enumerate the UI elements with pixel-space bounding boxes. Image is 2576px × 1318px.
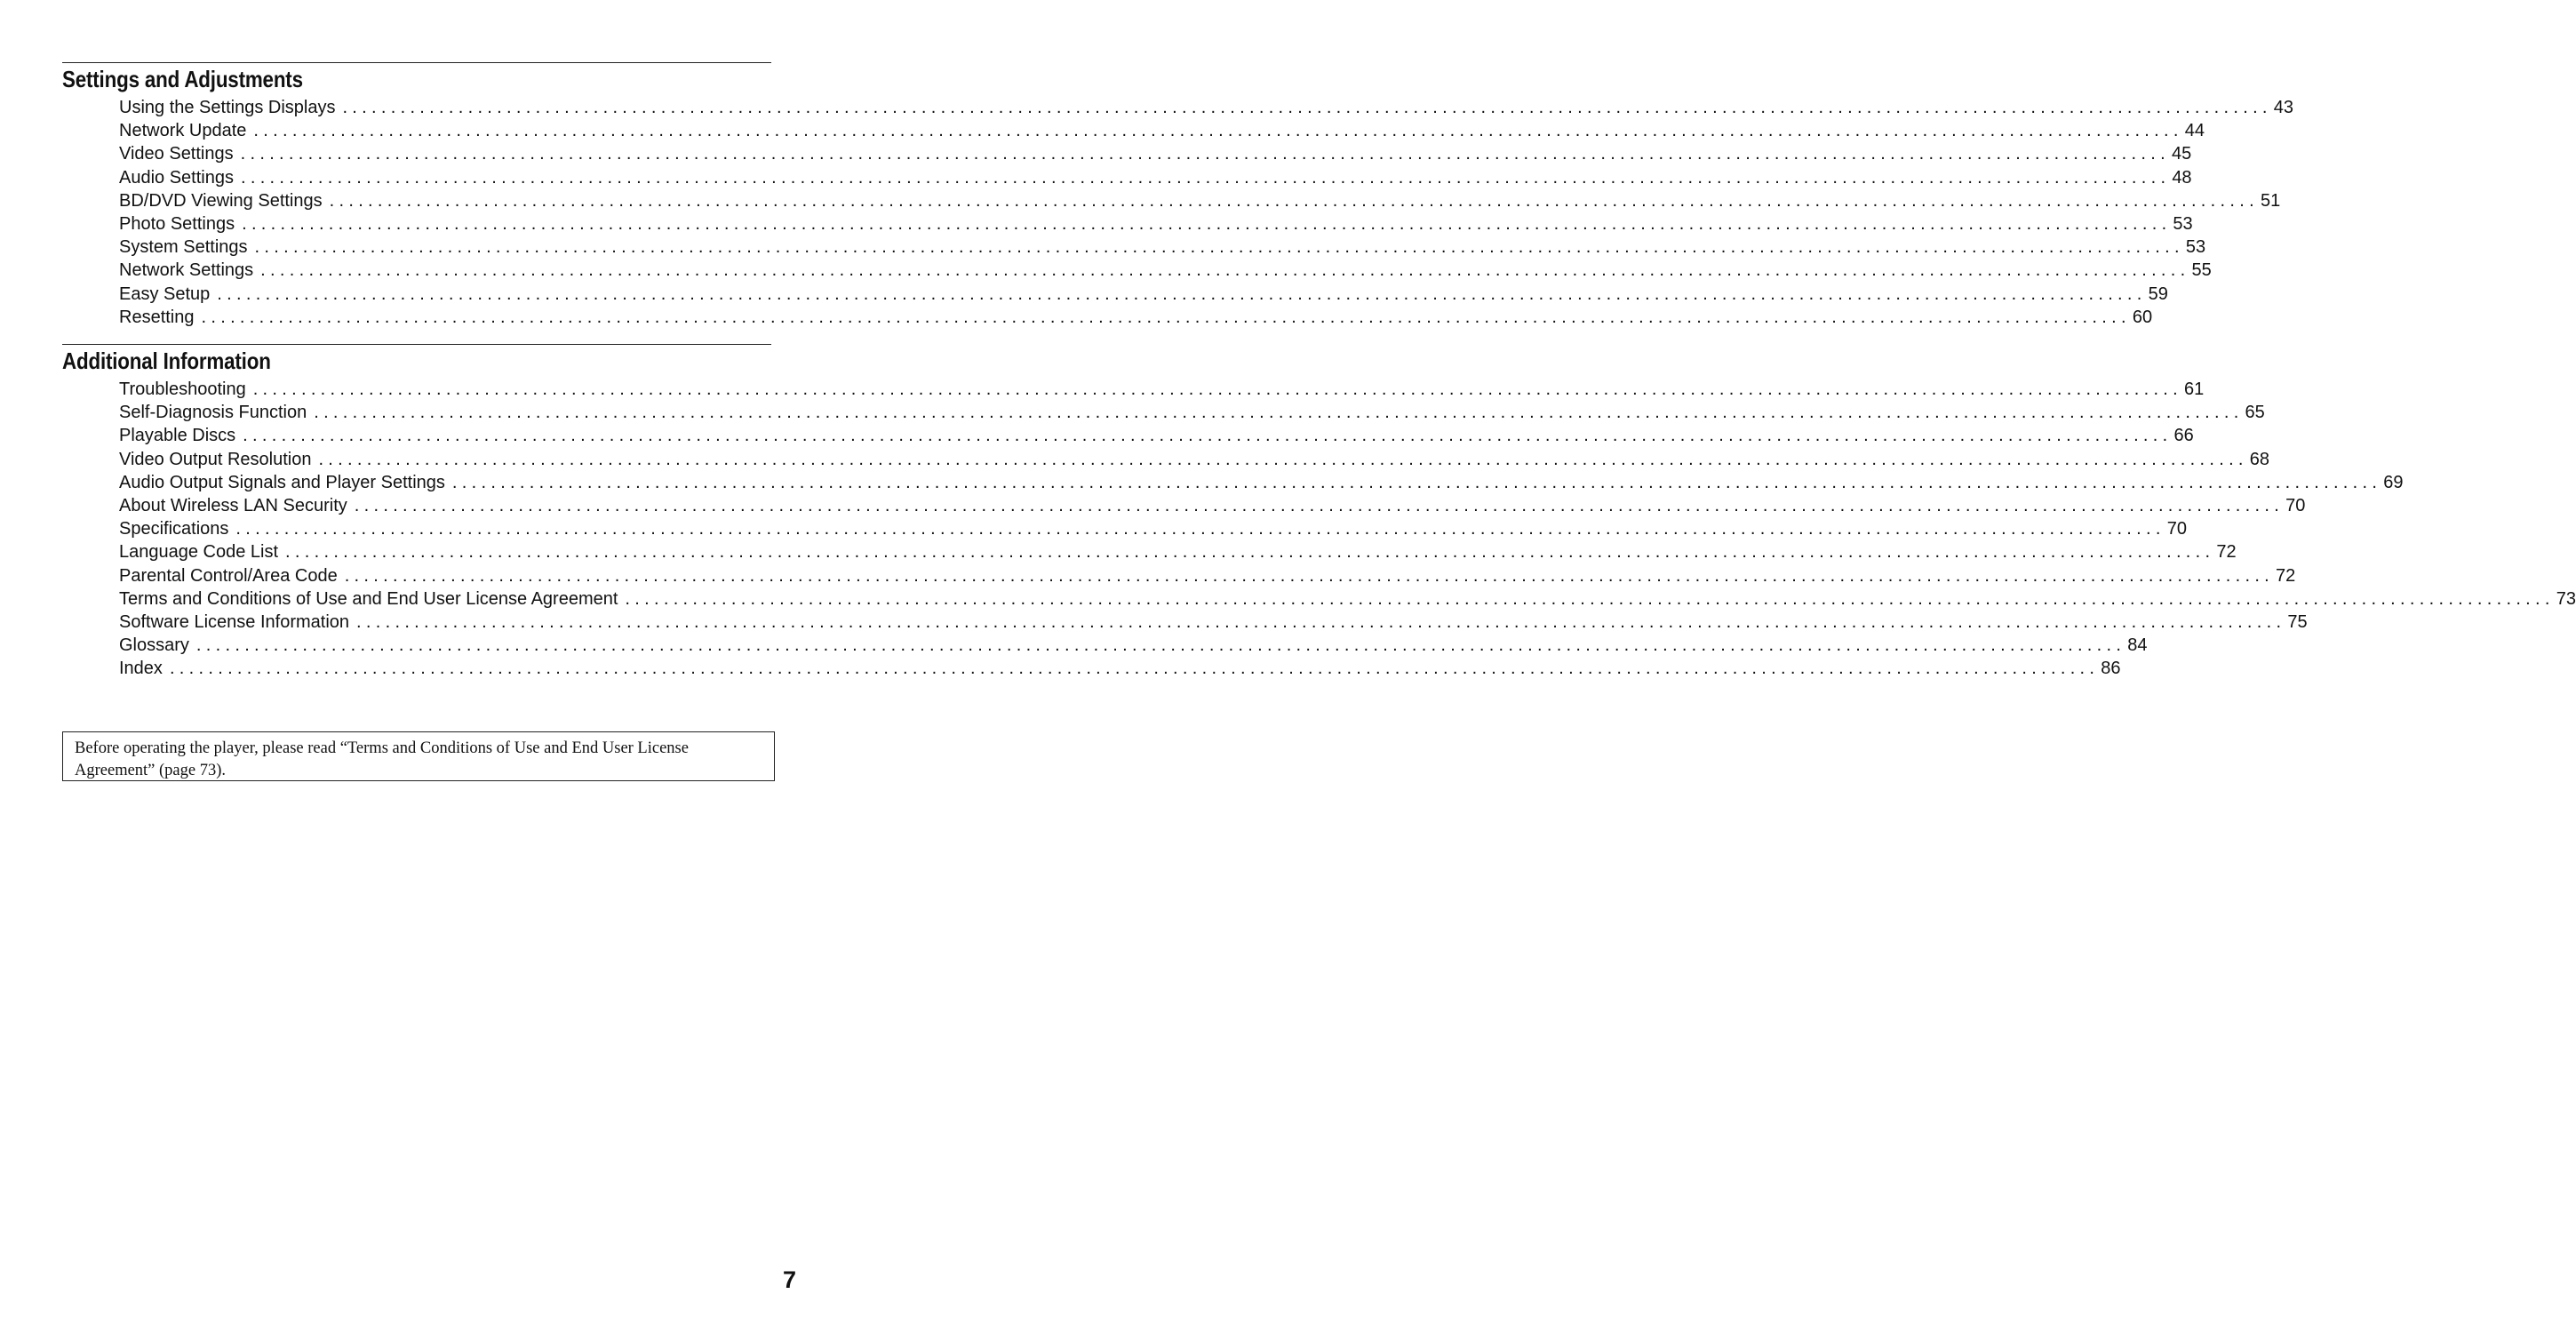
dot-leader: ........................................................................................................................................................................................................ — [318, 449, 2248, 469]
toc-entry-title: About Wireless LAN Security — [119, 495, 347, 515]
toc-entry-title: Using the Settings Displays — [119, 98, 336, 117]
toc-entry-title: Video Output Resolution — [119, 449, 312, 469]
toc-entry[interactable] — [119, 119, 2205, 142]
toc-entry-page: 45 — [2171, 144, 2192, 164]
toc-entry-title: Audio Output Signals and Player Settings — [119, 472, 445, 492]
toc-entry-page: 59 — [2148, 284, 2168, 304]
toc-entry-page: 69 — [2383, 472, 2404, 492]
dot-leader: ........................................................................................................................................................................................................ — [217, 284, 2147, 304]
dot-leader: ........................................................................................................................................................................................................ — [242, 213, 2172, 234]
toc-entry[interactable] — [119, 166, 2192, 189]
dot-leader: ........................................................................................................................................................................................................ — [354, 495, 2285, 515]
toc-entry-page: 53 — [2173, 213, 2193, 234]
toc-entry[interactable] — [119, 189, 2281, 212]
toc-entry-title: Specifications — [119, 519, 229, 539]
toc-entry-title: Self-Diagnosis Function — [119, 403, 307, 423]
toc-entry-page: 72 — [2276, 565, 2296, 586]
dot-leader: ........................................................................................................................................................................................................ — [235, 519, 2165, 539]
toc-list — [119, 378, 2576, 680]
toc-entry[interactable] — [119, 448, 2270, 471]
toc-entry-title: Network Settings — [119, 260, 254, 281]
toc-entry-page: 66 — [2173, 426, 2194, 446]
toc-entry-title: Video Settings — [119, 144, 234, 164]
dot-leader: ........................................................................................................................................................................................................ — [252, 379, 2183, 399]
toc-entry[interactable] — [119, 378, 2205, 401]
toc-section-settings — [62, 62, 2294, 329]
toc-entry-page: 70 — [2166, 519, 2187, 539]
toc-section-additional-information — [62, 344, 2576, 680]
toc-entry-page: 48 — [2172, 167, 2192, 188]
dot-leader: ........................................................................................................................................................................................................ — [254, 237, 2184, 258]
toc-entry[interactable] — [119, 212, 2193, 236]
dot-leader: ........................................................................................................................................................................................................ — [243, 426, 2173, 446]
toc-entry[interactable] — [119, 401, 2265, 424]
toc-entry-title: Terms and Conditions of Use and End User License Agreement — [119, 588, 618, 609]
dot-leader: ........................................................................................................................................................................................................ — [285, 542, 2215, 563]
toc-entry-page: 43 — [2273, 98, 2294, 117]
toc-entry-title: BD/DVD Viewing Settings — [119, 190, 323, 211]
toc-entry-page: 70 — [2285, 495, 2306, 515]
toc-entry[interactable] — [119, 236, 2206, 259]
dot-leader: ........................................................................................................................................................................................................ — [201, 307, 2131, 327]
dot-leader: ........................................................................................................................................................................................................ — [240, 144, 2170, 164]
dot-leader: ........................................................................................................................................................................................................ — [344, 565, 2275, 586]
toc-entry-page: 86 — [2101, 659, 2121, 679]
toc-entry-page: 60 — [2132, 307, 2153, 327]
page-number: 7 — [782, 1266, 796, 1293]
toc-entry[interactable] — [119, 587, 2576, 611]
toc-entry-page: 65 — [2245, 403, 2265, 423]
toc-entry[interactable] — [119, 259, 2212, 282]
toc-entry-page: 72 — [2216, 542, 2237, 563]
dot-leader: ........................................................................................................................................................................................................ — [314, 403, 2244, 423]
toc-entry-title: Resetting — [119, 307, 195, 327]
toc-entry[interactable] — [119, 564, 2296, 587]
toc-entry-title: Network Update — [119, 121, 247, 141]
toc-entry-page: 55 — [2191, 260, 2212, 281]
toc-list — [119, 96, 2294, 329]
section-divider — [62, 62, 771, 63]
dot-leader: ........................................................................................................................................................................................................ — [342, 98, 2272, 117]
toc-entry-page: 51 — [2260, 190, 2281, 211]
toc-entry[interactable] — [119, 611, 2308, 634]
section-heading: Additional Information — [62, 347, 271, 374]
toc-entry[interactable] — [119, 517, 2187, 540]
toc-entry[interactable] — [119, 657, 2121, 680]
toc-entry-page: 73 — [2556, 588, 2576, 609]
toc-entry-title: Index — [119, 659, 163, 679]
dot-leader: ........................................................................................................................................................................................................ — [253, 121, 2183, 141]
toc-entry[interactable] — [119, 142, 2192, 165]
toc-entry-title: System Settings — [119, 237, 248, 258]
toc-entry-title: Glossary — [119, 635, 189, 656]
notice-text: Before operating the player, please read “Terms and Conditions of Use and End User License Agreement” (page 73). — [75, 739, 689, 779]
section-heading: Settings and Adjustments — [62, 66, 303, 92]
toc-entry-title: Audio Settings — [119, 167, 234, 188]
toc-entry-title: Easy Setup — [119, 284, 211, 304]
dot-leader: ........................................................................................................................................................................................................ — [625, 588, 2555, 609]
toc-entry-page: 61 — [2184, 379, 2205, 399]
toc-entry-title: Playable Discs — [119, 426, 236, 446]
toc-entry-title: Software License Information — [119, 611, 350, 632]
toc-entry[interactable] — [119, 283, 2168, 306]
toc-entry-title: Photo Settings — [119, 213, 235, 234]
dot-leader: ........................................................................................................................................................................................................ — [260, 260, 2190, 281]
toc-entry[interactable] — [119, 634, 2148, 657]
toc-entry-title: Troubleshooting — [119, 379, 246, 399]
toc-entry-page: 84 — [2127, 635, 2148, 656]
dot-leader: ........................................................................................................................................................................................................ — [240, 167, 2171, 188]
toc-entry[interactable] — [119, 424, 2194, 447]
dot-leader: ........................................................................................................................................................................................................ — [451, 472, 2382, 492]
toc-entry[interactable] — [119, 96, 2294, 119]
dot-leader: ........................................................................................................................................................................................................ — [329, 190, 2259, 211]
section-divider — [62, 344, 771, 345]
toc-entry-title: Language Code List — [119, 542, 279, 563]
toc-entry-title: Parental Control/Area Code — [119, 565, 338, 586]
toc-entry-page: 44 — [2184, 121, 2205, 141]
toc-entry[interactable] — [119, 471, 2404, 494]
dot-leader: ........................................................................................................................................................................................................ — [195, 635, 2126, 656]
dot-leader: ........................................................................................................................................................................................................ — [169, 659, 2100, 679]
toc-entry[interactable] — [119, 494, 2306, 517]
toc-entry[interactable] — [119, 540, 2237, 563]
toc-entry-page: 53 — [2185, 237, 2206, 258]
toc-entry-page: 68 — [2249, 449, 2270, 469]
toc-entry-page: 75 — [2287, 611, 2308, 632]
toc-entry[interactable] — [119, 306, 2153, 329]
dot-leader: ........................................................................................................................................................................................................ — [356, 611, 2286, 632]
notice-box — [62, 731, 775, 781]
